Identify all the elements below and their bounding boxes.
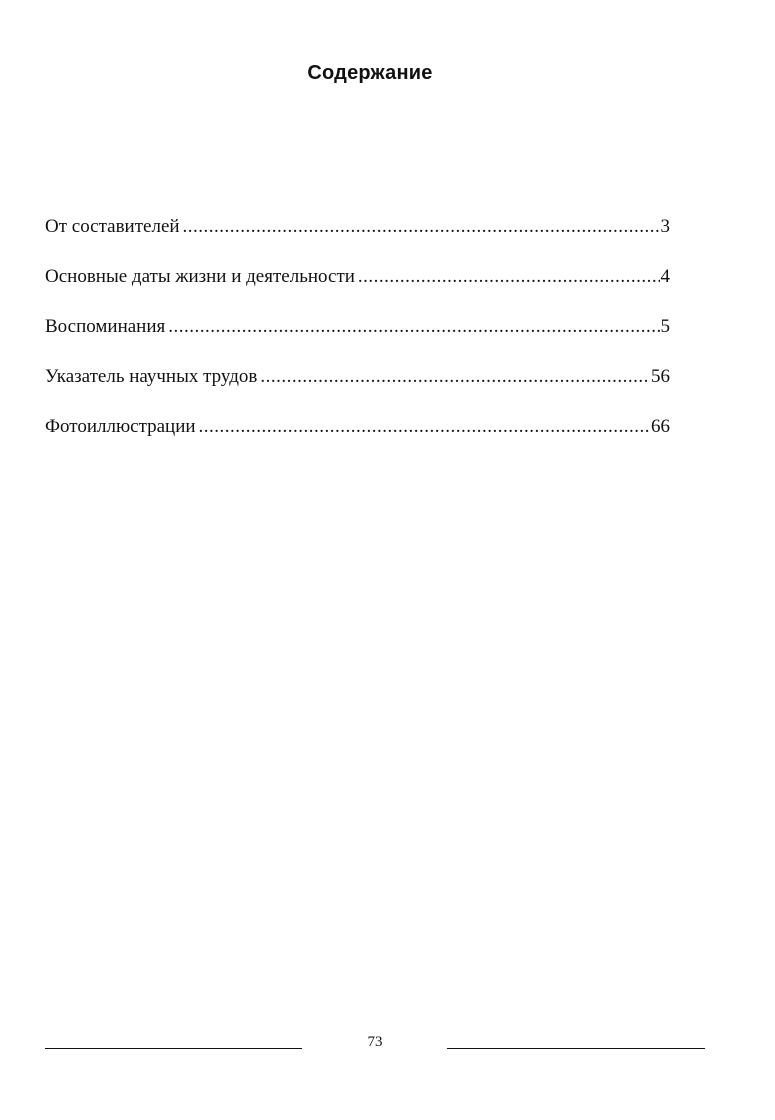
toc-entry-page: 5 bbox=[660, 316, 670, 337]
toc-dot-leader bbox=[168, 316, 659, 338]
toc-entry-label: Основные даты жизни и деятельности bbox=[45, 266, 355, 287]
toc-dot-leader bbox=[199, 416, 650, 438]
toc-dot-leader bbox=[183, 216, 660, 238]
toc-dot-leader bbox=[260, 366, 650, 388]
toc-entry-label: Фотоиллюстрации bbox=[45, 416, 196, 437]
toc-entry-page: 3 bbox=[660, 216, 670, 237]
toc-entry-photos bbox=[45, 416, 670, 466]
footer-rule-right bbox=[447, 1048, 705, 1049]
toc-entry-label: Воспоминания bbox=[45, 316, 166, 337]
toc-entry-label: От составителей bbox=[45, 216, 180, 237]
toc-entry-label: Указатель научных трудов bbox=[45, 366, 258, 387]
footer-rule-left bbox=[45, 1048, 302, 1049]
toc-entry-main-dates bbox=[45, 266, 670, 316]
toc-dot-leader bbox=[358, 266, 660, 288]
toc-entry-page: 4 bbox=[660, 266, 670, 287]
page-title: Содержание bbox=[307, 62, 433, 84]
toc-entry-bibliography bbox=[45, 366, 670, 416]
toc-entry-page: 56 bbox=[651, 366, 670, 387]
toc-entry-page: 66 bbox=[651, 416, 670, 437]
page-number: 73 bbox=[367, 1034, 383, 1050]
toc-entry-from-compilers bbox=[45, 216, 670, 266]
table-of-contents bbox=[45, 216, 670, 466]
toc-entry-memoirs bbox=[45, 316, 670, 366]
